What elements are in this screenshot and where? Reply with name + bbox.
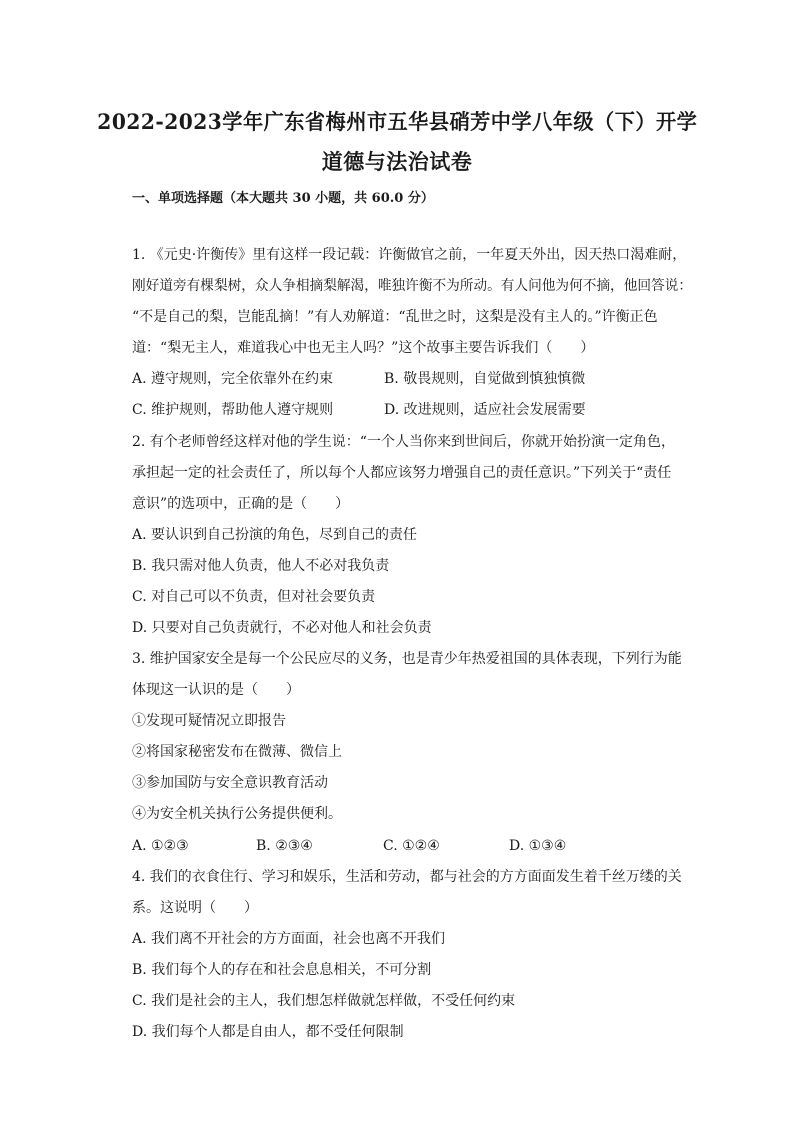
q4-option-d: D. 我们每个人都是自由人，都不受任何限制 — [132, 1024, 404, 1040]
q3-option-a: A. ①②③ — [132, 838, 189, 854]
q1-option-b: B. 敬畏规则，自觉做到慎独慎微 — [384, 371, 586, 387]
q4-option-b: B. 我们每个人的存在和社会息息相关，不可分割 — [132, 962, 432, 978]
q1-option-d: D. 改进规则，适应社会发展需要 — [384, 402, 586, 418]
q2-option-a: A. 要认识到自己扮演的角色，尽到自己的责任 — [132, 527, 418, 543]
exam-title-line2: 道德与法治试卷 — [321, 149, 473, 174]
q1-option-a: A. 遵守规则，完全依靠外在约束 — [132, 371, 334, 387]
q3-stem-line: 体现这一认识的是（ ） — [132, 682, 300, 698]
q2-stem-line: 意识”的选项中，正确的是（ ） — [132, 496, 350, 512]
q2-option-b: B. 我只需对他人负责，他人不必对我负责 — [132, 558, 390, 574]
q3-stem-line: 3. 维护国家安全是每一个公民应尽的义务，也是青少年热爱祖国的具体表现，下列行为能 — [132, 651, 682, 667]
exam-title-line1: 2022-2023学年广东省梅州市五华县硝芳中学八年级（下）开学 — [96, 109, 697, 134]
q2-option-c: C. 对自己可以不负责，但对社会要负责 — [132, 589, 376, 605]
q3-option-b: B. ②③④ — [256, 838, 313, 854]
q3-option-d: D. ①③④ — [509, 838, 567, 854]
q1-stem-line: 刚好道旁有棵梨树，众人争相摘梨解渴，唯独许衡不为所动。有人问他为何不摘，他回答说： — [132, 278, 692, 294]
q1-stem-line: 1. 《元史·许衡传》里有这样一段记载：许衡做官之前，一年夏天外出，因天热口渴难耐， — [132, 247, 687, 263]
q3-statement: ①发现可疑情况立即报告 — [132, 713, 286, 729]
q4-stem-line: 4. 我们的衣食住行、学习和娱乐，生活和劳动，都与社会的方方面面发生着千丝万缕的关 — [132, 869, 682, 885]
q3-statement: ③参加国防与安全意识教育活动 — [132, 775, 328, 791]
q3-option-c: C. ①②④ — [383, 838, 440, 854]
q4-option-a: A. 我们离不开社会的方方面面，社会也离不开我们 — [132, 931, 446, 947]
q2-option-d: D. 只要对自己负责就行，不必对他人和社会负责 — [132, 620, 432, 636]
q4-stem-line: 系。这说明（ ） — [132, 900, 258, 916]
q1-stem-line: “不是自己的梨，岂能乱摘！”有人劝解道：“乱世之时，这梨是没有主人的。”许衡正色 — [132, 309, 658, 325]
q4-option-c: C. 我们是社会的主人，我们想怎样做就怎样做，不受任何约束 — [132, 993, 516, 1009]
section-heading: 一、单项选择题（本大题共 30 小题，共 60.0 分） — [132, 191, 434, 206]
q1-stem-line: 道：“梨无主人，难道我心中也无主人吗？”这个故事主要告诉我们（ ） — [132, 340, 595, 356]
q3-statement: ④为安全机关执行公务提供便利。 — [132, 806, 342, 822]
q1-option-c: C. 维护规则，帮助他人遵守规则 — [132, 402, 334, 418]
q2-stem-line: 2. 有个老师曾经这样对他的学生说：“一个人当你来到世间后，你就开始扮演一定角色， — [132, 434, 675, 450]
q2-stem-line: 承担起一定的社会责任了，所以每个人都应该努力增强自己的责任意识。”下列关于“责任 — [132, 465, 672, 481]
q3-statement: ②将国家秘密发布在微薄、微信上 — [132, 744, 342, 760]
